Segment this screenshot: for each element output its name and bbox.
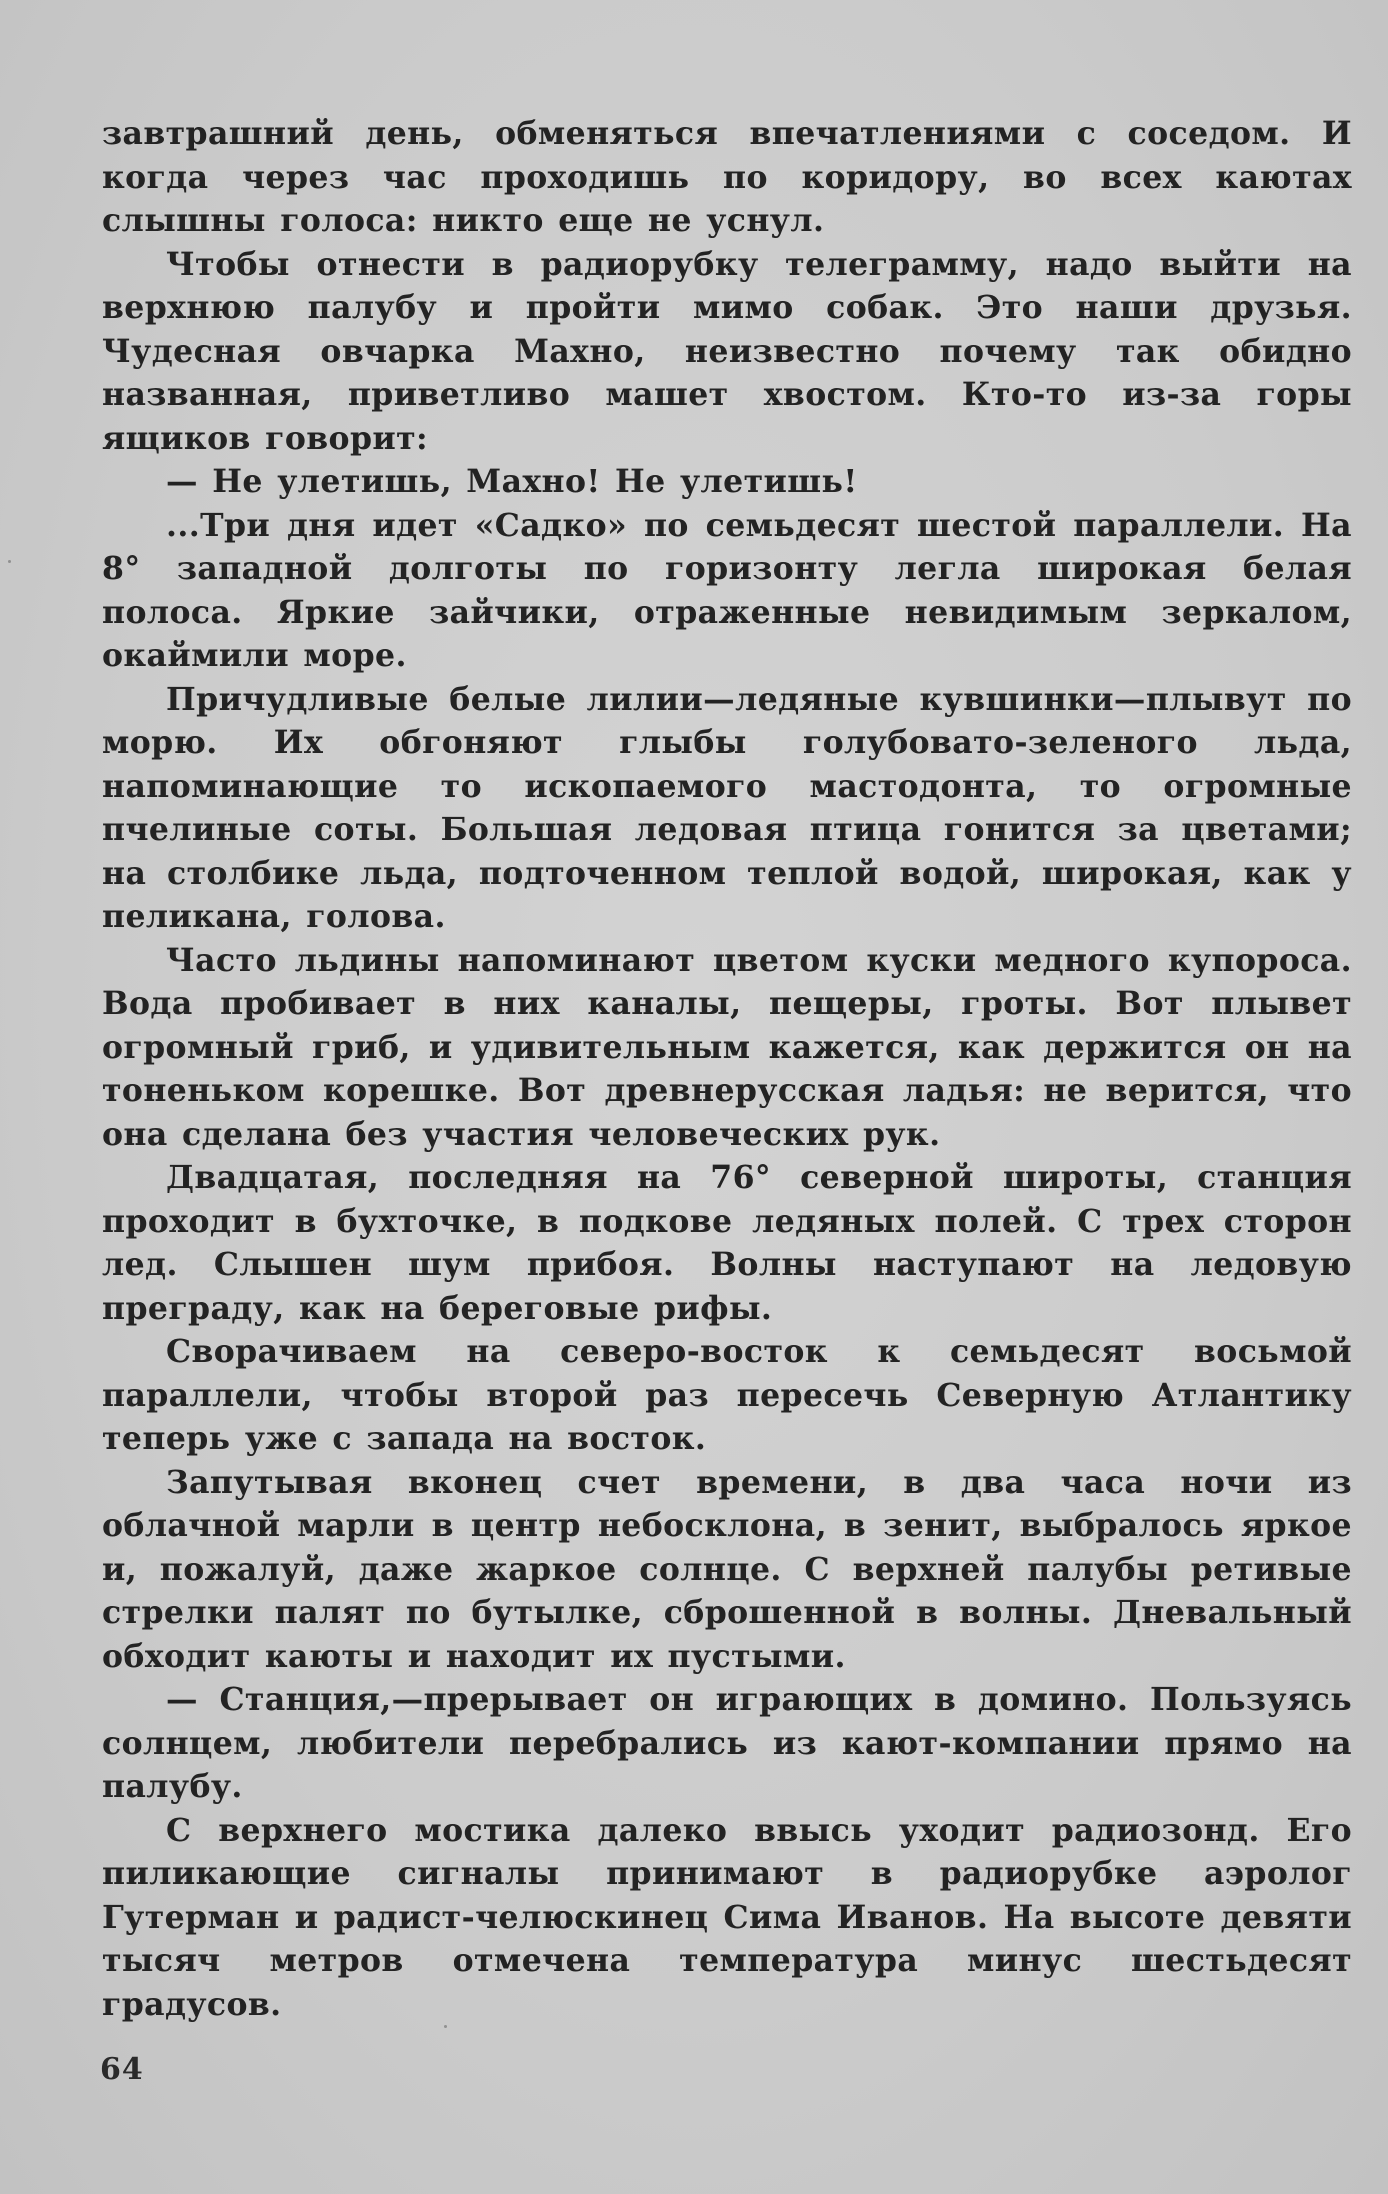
paragraph-8: Сворачиваем на северо-восток к семьдесят восьмой параллели, чтобы второй раз пересечь Северную Атлантику теперь уже с запада на восток.	[102, 1333, 1352, 1457]
paragraph-10-dialogue: — Станция,—прерывает он играющих в домино. Пользуясь солнцем, любители перебрались из кают-компании прямо на палубу.	[102, 1681, 1352, 1805]
paragraph-9: Запутывая вконец счет времени, в два часа ночи из облачной марли в центр небосклона, в зенит, выбралось яркое и, пожалуй, даже жаркое солнце. С верхней палубы ретивые стрелки палят по бутылке, сброшенной в волны. Дневальный обходит каюты и находит их пустыми.	[102, 1463, 1352, 1675]
scan-speck	[8, 560, 11, 563]
paragraph-5: Причудливые белые лилии—ледяные кувшинки—плывут по морю. Их обгоняют глыбы голубовато-зеленого льда, напоминающие то ископаемого мастодонта, то огромные пчелиные соты. Большая ледовая птица гонится за цветами; на столбике льда, подточенном теплой водой, широкая, как у пеликана, голова.	[102, 680, 1352, 935]
paragraph-6: Часто льдины напоминают цветом куски медного купороса. Вода пробивает в них каналы, пещеры, гроты. Вот плывет огромный гриб, и удивительным кажется, как держится он на тоненьком корешке. Вот древнерусская ладья: не верится, что она сделана без участия человеческих рук.	[102, 941, 1352, 1153]
page-number: 64	[100, 2052, 144, 2087]
paragraph-7: Двадцатая, последняя на 76° северной широты, станция проходит в бухточке, в подкове ледяных полей. С трех сторон лед. Слышен шум прибоя. Волны наступают на ледовую преграду, как на береговые рифы.	[102, 1159, 1352, 1327]
paragraph-4: ...Три дня идет «Садко» по семьдесят шестой параллели. На 8° западной долготы по горизонту легла широкая белая полоса. Яркие зайчики, отраженные невидимым зеркалом, окаймили море.	[102, 506, 1352, 674]
paragraph-11: С верхнего мостика далеко ввысь уходит радиозонд. Его пиликающие сигналы принимают в радиорубке аэролог Гутерман и радист-челюскинец Сима Иванов. На высоте девяти тысяч метров отмечена температура минус шестьдесят градусов.	[102, 1811, 1352, 2023]
paragraph-2: Чтобы отнести в радиорубку телеграмму, надо выйти на верхнюю палубу и пройти мимо собак. Это наши друзья. Чудесная овчарка Махно, неизвестно почему так обидно названная, приветливо машет хвостом. Кто-то из-за горы ящиков говорит:	[102, 245, 1352, 457]
paragraph-3-dialogue: — Не улетишь, Махно! Не улетишь!	[166, 463, 858, 500]
paragraph-1: завтрашний день, обменяться впечатлениями с соседом. И когда через час проходишь по коридору, во всех каютах слышны голоса: никто еще не уснул.	[102, 115, 1352, 239]
scan-speck	[444, 2025, 447, 2028]
page-body-text	[102, 112, 1352, 2026]
